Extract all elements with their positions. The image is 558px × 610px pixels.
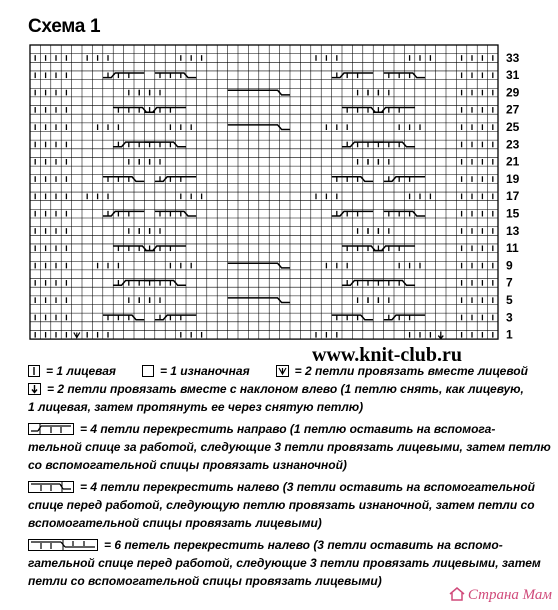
legend-row-c6l [28,536,528,554]
legend-c4r-1: = 4 петли перекрестить направо (1 петлю оставить на вспомога- [80,422,496,436]
row-number: 11 [506,241,519,256]
legend-row-ssk [28,380,528,398]
legend-c6l-1: = 6 петель перекрестить налево (3 петли оставить на вспомо- [104,538,503,552]
legend-row-c4r-3 [28,456,528,474]
cable-4-right-icon [28,423,74,435]
row-number: 9 [506,258,513,273]
row-number: 25 [506,120,520,134]
knit-stitch-icon [28,365,40,377]
site-url: www.knit-club.ru [312,344,463,366]
k2tog-icon [276,365,289,377]
row-number: 15 [506,206,520,221]
cable-6-left-icon [28,539,98,551]
legend-row-c4r [28,420,528,438]
row-number: 7 [506,275,513,290]
legend [28,362,551,590]
row-number: 3 [506,310,513,325]
row-number: 13 [506,223,520,238]
row-number: 31 [506,68,520,83]
house-icon [449,587,465,601]
legend-purl: = 1 изнаночная [159,364,250,378]
legend-row-basic [28,362,528,380]
legend-c4r-2: тельной спице за работой, следующие 3 петли провязать лицевыми, затем петлю [28,440,551,454]
legend-row-ssk-cont [28,398,528,416]
legend-block-c4r [28,420,551,474]
row-number: 19 [506,171,520,186]
cable-4-left-icon [28,481,74,493]
ssk-arrow-icon [28,383,41,395]
purl-stitch-icon [142,365,154,377]
row-number: 23 [506,137,520,152]
row-number: 33 [506,50,520,65]
legend-row-c4r-2 [28,438,551,456]
legend-row-c4l-3 [28,514,528,532]
row-number: 1 [506,327,513,342]
legend-ssk-1: = 2 петли провязать вместе с наклоном влево (1 петлю снять, как лицевую, [47,382,524,396]
legend-c4r-3: со вспомогательной спицы провязать изнаночной) [28,458,347,472]
legend-c6l-2: гательной спице перед работой, следующие 3 петли провязать лицевыми, затем [28,556,541,570]
legend-ssk-2: 1 лицевая, затем протянуть ее через снятую петлю) [28,400,364,414]
row-number: 27 [506,102,520,117]
legend-knit: = 1 лицевая [46,364,116,378]
legend-row-c4l-2 [28,496,535,514]
row-numbers [506,51,520,342]
chart-grid [30,45,498,339]
legend-c4l-2: спице перед работой, следующую петлю провязать изнаночной, затем петли со [28,498,535,512]
legend-block-c4l [28,478,535,532]
chart-title: Схема 1 [28,16,101,37]
legend-block-c6l [28,536,541,590]
legend-row-c4l [28,478,535,496]
legend-row-c6l-2 [28,554,541,572]
legend-c6l-3: петли со вспомогательной спицы провязать лицевыми) [28,574,382,588]
legend-k2tog: = 2 петли провязать вместе лицевой [294,364,528,378]
row-number: 21 [506,154,520,169]
row-number: 17 [506,189,520,204]
row-number: 29 [506,85,520,100]
watermark [449,587,552,604]
row-number: 5 [506,293,513,307]
legend-c4l-1: = 4 петли перекрестить налево (3 петли оставить на вспомогательной [80,480,535,494]
watermark-text: Страна Мам [467,587,552,603]
legend-c4l-3: вспомогательной спицы провязать лицевыми) [28,516,322,530]
